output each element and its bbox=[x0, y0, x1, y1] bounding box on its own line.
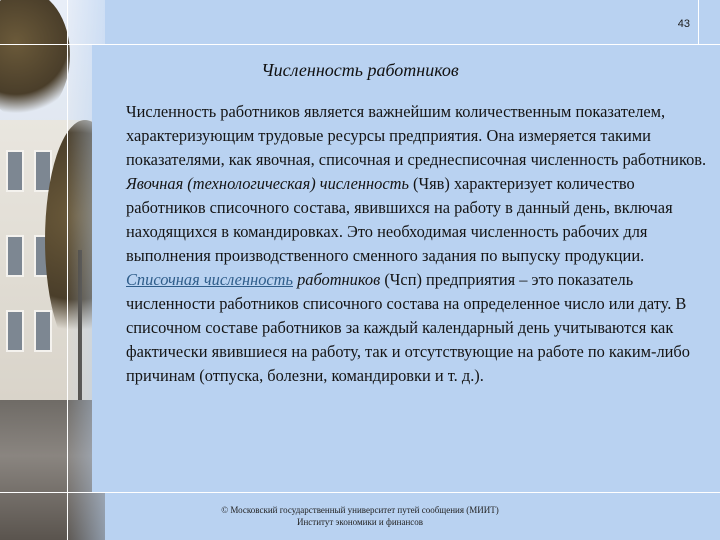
building-window bbox=[6, 235, 24, 277]
building-photo bbox=[0, 0, 105, 540]
paragraph-2 bbox=[106, 172, 718, 268]
paragraph-1-text: Численность работников является важнейшим количественным показателем, характеризующим трудовые ресурсы предприятия. Она измеряется такими показателями, как явочная, списочная и среднесписочная численность работников. bbox=[126, 102, 707, 169]
frame-vertical-line bbox=[67, 0, 68, 540]
footer bbox=[0, 504, 720, 528]
slide-title: Численность работников bbox=[261, 60, 459, 80]
slide-body bbox=[106, 100, 718, 388]
paragraph-3-text: (Чсп) предприятия – это показатель численности работников списочного состава на определенное число или дату. В списочном составе работников за каждый календарный день учитываются как фактически явившиеся на работу, так и отсутствующие на работе по каким-либо причинам (отпуска, болезни, командировки и т. д.). bbox=[126, 270, 690, 385]
building-window bbox=[6, 310, 24, 352]
term-yavochnaya: Явочная (технологическая) численность bbox=[126, 174, 409, 193]
frame-right-line bbox=[698, 0, 699, 44]
paragraph-3 bbox=[106, 268, 718, 388]
term-rabotnikov: работников bbox=[292, 270, 381, 289]
building-window bbox=[6, 150, 24, 192]
footer-copyright: © Московский государственный университет путей сообщения (МИИТ) bbox=[221, 505, 499, 515]
frame-top-line bbox=[0, 44, 720, 45]
paragraph-1 bbox=[106, 100, 718, 172]
footer-institute: Институт экономики и финансов bbox=[296, 517, 424, 527]
paragraph-2-text: (Чяв) характеризует количество работников списочного состава, явившихся на работу в данный день, включая находящихся в командировках. Это необходимая численность рабочих для выполнения производственного сменного задания по выпуску продукции. bbox=[126, 174, 673, 265]
frame-bottom-line bbox=[0, 492, 720, 493]
page-number: 43 bbox=[677, 18, 690, 30]
term-spisochnaya-link[interactable]: Списочная численность bbox=[126, 270, 293, 289]
building-window bbox=[34, 310, 52, 352]
